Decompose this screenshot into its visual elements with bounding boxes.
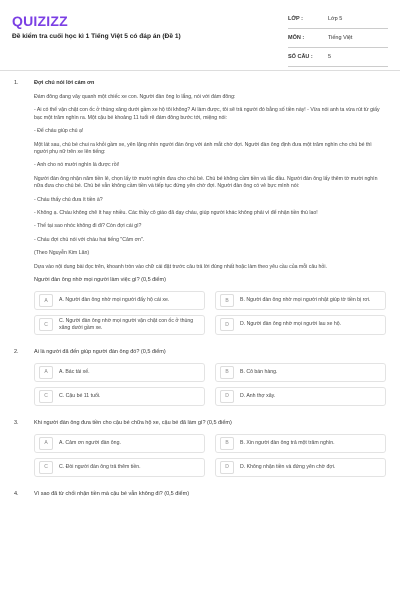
option-text: D. Người đàn ông nhờ mọi người lau xe hộ.: [240, 321, 342, 328]
option-letter: A: [39, 437, 53, 450]
passage-paragraph: - Để cháu giúp chú ạ!: [34, 128, 84, 135]
question-prompt: Người đàn ông nhờ mọi người làm việc gì? (0,5 điểm): [34, 277, 166, 284]
question-2: [12, 349, 388, 406]
meta-value: Tiếng Việt: [328, 35, 353, 41]
option-letter: B: [220, 366, 234, 379]
answer-options: [34, 363, 386, 406]
answer-option-a[interactable]: [34, 291, 205, 310]
passage-paragraph: - Ai có thể vặn chặt con ốc ở thùng xăng dưới gầm xe hộ tôi không? Ai làm được, tôi sẽ trả người đó bằng số tiền này! - Vừa nói anh ta vừa rút từ giấy bạc một trăm nghìn ra. Một cậu bé khoảng 11 tuổi rẽ đám đông bước tới, miệng nói:: [34, 107, 380, 121]
worksheet-content: [12, 80, 388, 505]
question-number: 4.: [14, 490, 19, 497]
worksheet-meta: [288, 10, 388, 67]
option-letter: A: [39, 294, 53, 307]
option-letter: A: [39, 366, 53, 379]
passage-source: (Theo Nguyễn Kim Lân): [34, 250, 90, 257]
answer-option-d[interactable]: [215, 315, 386, 335]
option-letter: C: [39, 318, 53, 331]
passage-paragraph: Một lát sau, chú bé chui ra khỏi gầm xe, yên lặng nhìn người đàn ông với ánh mắt chờ đợi. Người đàn ông định đưa một trăm nghìn cho chú bé thì người phụ nữ trên xe lên tiếng:: [34, 141, 372, 156]
option-letter: D: [220, 390, 234, 403]
option-text: B. Cô bán hàng.: [240, 368, 278, 375]
meta-label: MÔN :: [288, 35, 305, 41]
option-text: B. Người đàn ông nhờ mọi người nhặt giúp tờ tiền bị rơi.: [240, 297, 371, 304]
answer-option-a[interactable]: [34, 434, 205, 453]
passage-paragraph: - Thế tại sao nhóc không đi đi? Còn đợi cái gì?: [34, 223, 142, 230]
question-number: 2.: [14, 348, 19, 355]
option-letter: D: [220, 461, 234, 474]
worksheet-title: Đề kiểm tra cuối học kì 1 Tiếng Việt 5 có đáp án (Đề 1): [12, 33, 181, 40]
option-text: D. Anh thợ xây.: [240, 392, 276, 399]
option-letter: C: [39, 461, 53, 474]
quizizz-logo: QUIZIZZ: [12, 13, 68, 29]
meta-value: 5: [328, 54, 332, 60]
option-text: C. Cậu bé 11 tuổi.: [59, 392, 101, 399]
answer-option-c[interactable]: [34, 315, 205, 335]
passage-instruction: Dựa vào nội dung bài đọc trên, khoanh tròn vào chữ cái đặt trước câu trả lời đúng nhất hoặc làm theo yêu cầu của mỗi câu hỏi.: [34, 263, 327, 270]
meta-label: SỐ CÂU :: [288, 54, 313, 60]
passage-paragraph: Người đàn ông nhận năm tiền lẻ, chọn lấy tờ mười nghìn đưa cho chú bé. Chú bé không cầm tiền và lắc đầu. Người đàn ông lấy thêm tờ mười nghìn nữa đưa cho chú bé. Chú bé vẫn không cầm tiền và tiếp tục đứng yên chờ đợi. Người đàn ông có vẻ bực mình nói:: [34, 175, 378, 190]
option-text: B. Xin người đàn ông trả một trăm nghìn.: [240, 439, 335, 446]
answer-option-c[interactable]: [34, 458, 205, 477]
passage-paragraph: Đám đông đang vây quanh một chiếc xe con. Người đàn ông lo lắng, nói với đám đông:: [34, 94, 236, 100]
answer-option-d[interactable]: [215, 458, 386, 477]
option-text: D. Không nhận tiền và đứng yên chờ đợi.: [240, 463, 336, 470]
question-prompt: Vì sao đã từ chối nhận tiền mà cậu bé vẫn không đi? (0,5 điểm): [34, 490, 190, 497]
question-number: 3.: [14, 419, 19, 426]
worksheet-header: [0, 0, 400, 71]
meta-row-count: [288, 48, 388, 67]
option-text: C. Đòi người đàn ông trả thêm tiền.: [59, 463, 141, 470]
meta-value: Lớp 5: [328, 16, 343, 22]
passage-paragraph: - Cháu thấy chú đưa ít tiền à?: [34, 196, 103, 203]
question-prompt: Ai là người đã đến giúp người đàn ông đó? (0,5 điểm): [34, 348, 166, 355]
option-letter: D: [220, 318, 234, 331]
question-1: [12, 80, 388, 335]
option-letter: B: [220, 437, 234, 450]
option-text: A. Cảm ơn người đàn ông.: [59, 439, 121, 446]
answer-options: [34, 434, 386, 477]
answer-option-b[interactable]: [215, 291, 386, 310]
answer-option-d[interactable]: [215, 387, 386, 406]
option-text: A. Bác tài xế.: [59, 368, 90, 375]
option-text: C. Người đàn ông nhờ mọi người vặn chặt con ốc ở thùng xăng dưới gầm xe.: [59, 318, 194, 331]
meta-row-class: [288, 10, 388, 29]
answer-option-c[interactable]: [34, 387, 205, 406]
answer-option-b[interactable]: [215, 434, 386, 453]
question-number: 1.: [14, 80, 19, 86]
answer-option-b[interactable]: [215, 363, 386, 382]
meta-row-subject: [288, 29, 388, 48]
passage-paragraph: - Không ạ. Cháu không chê ít hay nhiều. Các thầy cô giáo đã dạy cháu, giúp người khác không phải vì để nhận tiền thù lao!: [34, 210, 318, 217]
passage-paragraph: - Cháu đợi chú nói với cháu hai tiếng "Cảm ơn".: [34, 236, 145, 243]
passage-title: Đợi chú nói lời cảm ơn: [34, 80, 95, 86]
question-3: [12, 420, 388, 477]
passage-paragraph: - Anh cho nó mười nghìn là được rồi!: [34, 162, 120, 169]
option-letter: B: [220, 294, 234, 307]
option-letter: C: [39, 390, 53, 403]
answer-options: [34, 291, 386, 335]
question-4: [12, 491, 388, 497]
answer-option-a[interactable]: [34, 363, 205, 382]
option-text: A. Người đàn ông nhờ mọi người đẩy hộ cái xe.: [59, 297, 170, 304]
meta-label: LỚP :: [288, 16, 303, 22]
question-prompt: Khi người đàn ông đưa tiền cho cậu bé chữa hộ xe, cậu bé đã làm gì? (0,5 điểm): [34, 419, 232, 426]
